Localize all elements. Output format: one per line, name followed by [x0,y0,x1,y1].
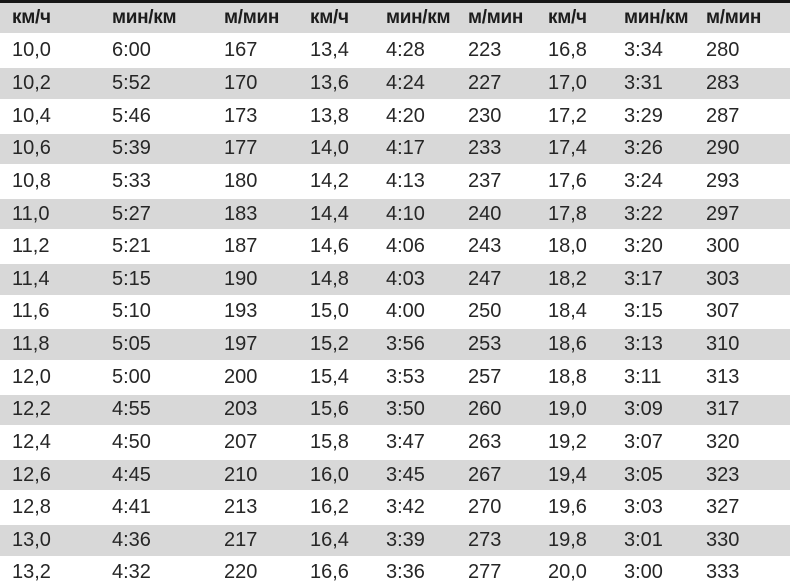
table-cell: 12,4 [0,426,100,459]
table-cell: 13,8 [298,100,374,133]
table-cell: 3:56 [374,328,456,361]
table-cell: 18,6 [536,328,612,361]
table-cell: 14,2 [298,165,374,198]
table-cell: 273 [456,524,536,557]
table-cell: 173 [212,100,298,133]
table-cell: 13,2 [0,557,100,588]
table-cell: 13,4 [298,34,374,67]
table-cell: 237 [456,165,536,198]
table-cell: 167 [212,34,298,67]
table-cell: 13,6 [298,67,374,100]
table-cell: 230 [456,100,536,133]
table-cell: 240 [456,198,536,231]
table-cell: 14,4 [298,198,374,231]
table-cell: 3:39 [374,524,456,557]
table-cell: 10,2 [0,67,100,100]
table-cell: 3:17 [612,263,694,296]
table-row [0,491,790,524]
table-cell: 177 [212,133,298,166]
table-row [0,296,790,329]
col-header-mmin-3: м/мин [694,3,790,34]
table-cell: 17,2 [536,100,612,133]
table-cell: 4:03 [374,263,456,296]
col-header-minkm-2: мин/км [374,3,456,34]
table-row [0,459,790,492]
table-cell: 12,6 [0,459,100,492]
table-cell: 5:00 [100,361,212,394]
table-cell: 4:32 [100,557,212,588]
table-row [0,34,790,67]
table-row [0,165,790,198]
table-cell: 3:45 [374,459,456,492]
table-cell: 260 [456,394,536,427]
table-cell: 14,6 [298,230,374,263]
table-cell: 207 [212,426,298,459]
table-cell: 323 [694,459,790,492]
table-cell: 200 [212,361,298,394]
table-cell: 10,4 [0,100,100,133]
table-cell: 257 [456,361,536,394]
table-cell: 3:20 [612,230,694,263]
table-cell: 3:26 [612,133,694,166]
table-cell: 17,0 [536,67,612,100]
table-cell: 5:27 [100,198,212,231]
table-row [0,524,790,557]
table-cell: 11,8 [0,328,100,361]
table-row [0,198,790,231]
pace-conversion-table [0,3,790,588]
table-cell: 220 [212,557,298,588]
table-cell: 270 [456,491,536,524]
col-header-kmh-1: км/ч [0,3,100,34]
table-cell: 253 [456,328,536,361]
table-cell: 16,8 [536,34,612,67]
table-cell: 227 [456,67,536,100]
table-cell: 3:01 [612,524,694,557]
table-cell: 20,0 [536,557,612,588]
table-body [0,34,790,588]
table-header [0,3,790,34]
table-row [0,100,790,133]
header-row [0,3,790,34]
table-cell: 5:05 [100,328,212,361]
table-cell: 247 [456,263,536,296]
table-cell: 11,6 [0,296,100,329]
table-cell: 333 [694,557,790,588]
table-cell: 213 [212,491,298,524]
table-cell: 19,0 [536,394,612,427]
table-cell: 14,8 [298,263,374,296]
table-cell: 3:50 [374,394,456,427]
table-cell: 5:39 [100,133,212,166]
table-cell: 310 [694,328,790,361]
table-cell: 3:42 [374,491,456,524]
table-cell: 330 [694,524,790,557]
table-cell: 277 [456,557,536,588]
table-cell: 3:11 [612,361,694,394]
table-cell: 203 [212,394,298,427]
table-row [0,263,790,296]
table-cell: 3:53 [374,361,456,394]
table-cell: 5:10 [100,296,212,329]
table-cell: 16,4 [298,524,374,557]
col-header-minkm-1: мин/км [100,3,212,34]
table-cell: 197 [212,328,298,361]
table-cell: 3:24 [612,165,694,198]
table-cell: 3:09 [612,394,694,427]
table-cell: 18,4 [536,296,612,329]
table-row [0,361,790,394]
table-cell: 217 [212,524,298,557]
table-row [0,394,790,427]
table-cell: 3:05 [612,459,694,492]
table-cell: 18,2 [536,263,612,296]
table-cell: 287 [694,100,790,133]
table-cell: 4:20 [374,100,456,133]
col-header-mmin-2: м/мин [456,3,536,34]
table-cell: 4:17 [374,133,456,166]
table-cell: 18,8 [536,361,612,394]
table-cell: 300 [694,230,790,263]
table-cell: 4:55 [100,394,212,427]
table-cell: 14,0 [298,133,374,166]
table-cell: 327 [694,491,790,524]
table-cell: 5:33 [100,165,212,198]
table-row [0,426,790,459]
table-cell: 190 [212,263,298,296]
table-cell: 313 [694,361,790,394]
table-cell: 3:47 [374,426,456,459]
table-cell: 183 [212,198,298,231]
table-cell: 17,4 [536,133,612,166]
table-cell: 3:36 [374,557,456,588]
table-cell: 283 [694,67,790,100]
table-cell: 19,8 [536,524,612,557]
table-cell: 4:13 [374,165,456,198]
table-cell: 11,0 [0,198,100,231]
table-cell: 11,4 [0,263,100,296]
table-cell: 15,6 [298,394,374,427]
table-row [0,230,790,263]
table-cell: 4:10 [374,198,456,231]
table-cell: 3:29 [612,100,694,133]
table-cell: 4:00 [374,296,456,329]
table-cell: 17,6 [536,165,612,198]
table-cell: 3:03 [612,491,694,524]
table-cell: 12,2 [0,394,100,427]
table-cell: 5:52 [100,67,212,100]
col-header-kmh-2: км/ч [298,3,374,34]
table-cell: 290 [694,133,790,166]
table-row [0,133,790,166]
table-cell: 5:46 [100,100,212,133]
table-row [0,328,790,361]
table-cell: 180 [212,165,298,198]
table-cell: 210 [212,459,298,492]
table-cell: 4:06 [374,230,456,263]
table-cell: 3:34 [612,34,694,67]
table-cell: 3:07 [612,426,694,459]
table-cell: 307 [694,296,790,329]
table-cell: 280 [694,34,790,67]
table-cell: 16,0 [298,459,374,492]
table-cell: 15,0 [298,296,374,329]
col-header-kmh-3: км/ч [536,3,612,34]
table-cell: 15,8 [298,426,374,459]
table-cell: 3:15 [612,296,694,329]
table-cell: 267 [456,459,536,492]
table-cell: 10,0 [0,34,100,67]
table-cell: 16,6 [298,557,374,588]
table-cell: 4:28 [374,34,456,67]
table-row [0,557,790,588]
table-cell: 19,2 [536,426,612,459]
table-cell: 4:24 [374,67,456,100]
table-cell: 3:31 [612,67,694,100]
table-row [0,67,790,100]
table-cell: 6:00 [100,34,212,67]
table-cell: 15,2 [298,328,374,361]
table-cell: 12,8 [0,491,100,524]
table-cell: 4:41 [100,491,212,524]
table-cell: 223 [456,34,536,67]
table-cell: 3:00 [612,557,694,588]
col-header-minkm-3: мин/км [612,3,694,34]
table-cell: 16,2 [298,491,374,524]
table-cell: 263 [456,426,536,459]
table-cell: 243 [456,230,536,263]
table-cell: 19,6 [536,491,612,524]
table-cell: 320 [694,426,790,459]
table-cell: 250 [456,296,536,329]
col-header-mmin-1: м/мин [212,3,298,34]
table-cell: 10,6 [0,133,100,166]
table-cell: 17,8 [536,198,612,231]
table-cell: 3:13 [612,328,694,361]
table-cell: 293 [694,165,790,198]
table-cell: 19,4 [536,459,612,492]
table-cell: 170 [212,67,298,100]
table-cell: 303 [694,263,790,296]
table-cell: 13,0 [0,524,100,557]
table-cell: 193 [212,296,298,329]
table-cell: 18,0 [536,230,612,263]
table-cell: 4:36 [100,524,212,557]
table-cell: 15,4 [298,361,374,394]
table-cell: 5:21 [100,230,212,263]
table-cell: 5:15 [100,263,212,296]
table-cell: 4:50 [100,426,212,459]
table-cell: 3:22 [612,198,694,231]
table-cell: 317 [694,394,790,427]
table-cell: 187 [212,230,298,263]
table-cell: 297 [694,198,790,231]
table-cell: 10,8 [0,165,100,198]
table-cell: 11,2 [0,230,100,263]
table-cell: 233 [456,133,536,166]
table-cell: 12,0 [0,361,100,394]
table-cell: 4:45 [100,459,212,492]
